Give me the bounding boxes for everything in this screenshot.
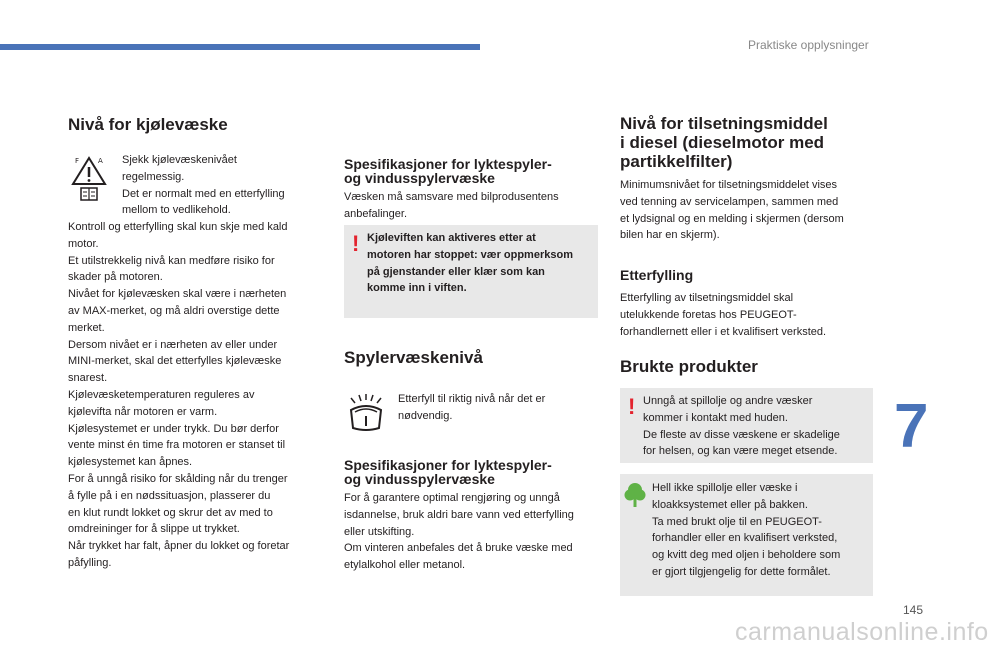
chapter-number: 7 — [894, 392, 929, 461]
washer-spec-text-2: For å garantere optimal rengjøring og unngå isdannelse, bruk aldri bare vann ved etterfylling eller utskifting. Om vinteren anbefales det å bruke væske med etylalkohol eller metanol. — [344, 492, 574, 572]
diesel-additive-intro: Minimumsnivået for tilsetningsmiddelet vises ved tenning av servicelampen, sammen med et lydsignal og en melding i skjermen (dersom bilen har en skjerm). — [620, 179, 844, 242]
diesel-additive-title: Nivå for tilsetningsmiddel i diesel (dieselmotor med partikkelfilter) — [620, 114, 828, 171]
used-products-warning-text: Unngå at spillolje og andre væsker kommer i kontakt med huden. De fleste av disse væskene er skadelige for helsen, og kan være meget etsende. — [643, 395, 840, 458]
coolant-section — [68, 115, 318, 134]
washer-spec-title-2: Spesifikasjoner for lyktespyler- og vindusspylervæske — [344, 457, 552, 487]
washer-spec-text-1: Væsken må samsvare med bilprodusentens anbefalinger. — [344, 191, 559, 220]
coolant-paragraph-1: Kontroll og etterfylling skal kun skje med kald motor. Et utilstrekkelig nivå kan medføre risiko for skader på motoren. Nivået for kjølevæsken skal være i nærheten av MAX-merket, og må aldri overstige dette merket. Dersom nivået er i nærheten av eller under MINI-merket, skal det etterfylles kjølevæske snarest. — [68, 221, 288, 385]
washer-level-title: Spylervæskenivå — [344, 348, 483, 367]
used-products-title: Brukte produkter — [620, 357, 758, 376]
washer-icon-text: Etterfyll til riktig nivå når det er nødvendig. — [398, 393, 546, 422]
environment-note-box — [620, 474, 873, 596]
coolant-paragraph-2: Kjølevæsketemperaturen reguleres av kjølevifta når motoren er varm. Kjølesystemet er under trykk. Du bør derfor vente minst én time fra motoren er stanset til kjølesystemet kan åpnes. For å unngå risiko for skålding når du trenger å fylle på i en nødssituasjon, plasserer du en klut rundt lokket og skrur det av med to omdreininger for å slippe ut trykket. Når trykket har falt, åpner du lokket og foretar påfylling. — [68, 389, 290, 569]
washer-fluid-icon — [345, 392, 387, 434]
coolant-title: Nivå for kjølevæske — [68, 115, 228, 134]
section-title: Praktiske opplysninger — [748, 38, 869, 52]
warning-exclamation-icon: ! — [628, 394, 636, 419]
coolant-icon-text: Sjekk kjølevæskenivået regelmessig. Det er normalt med en etterfylling mellom to vedlikehold. — [122, 154, 285, 217]
watermark: carmanualsonline.info — [735, 618, 989, 646]
svg-text:A: A — [98, 157, 103, 165]
refill-title: Etterfylling — [620, 267, 694, 283]
warning-exclamation-icon: ! — [352, 231, 360, 256]
refill-text: Etterfylling av tilsetningsmiddel skal utelukkende foretas hos PEUGEOT- forhandlernett eller i et kvalifisert verksted. — [620, 292, 827, 338]
svg-text:F: F — [75, 157, 80, 165]
fan-warning-text: Kjøleviften kan aktiveres etter at motoren har stoppet: vær oppmerksom på gjenstander eller klær som kan komme inn i viften. — [367, 232, 573, 295]
header-accent-bar — [0, 44, 480, 50]
page-number: 145 — [903, 603, 924, 617]
used-products-warning-box — [620, 388, 873, 463]
washer-spec-title-1: Spesifikasjoner for lyktespyler- og vindusspylervæske — [344, 156, 552, 186]
fan-warning-box — [344, 225, 598, 318]
coolant-warning-icon — [70, 154, 110, 206]
environment-note-text: Hell ikke spillolje eller væske i kloakksystemet eller på bakken. Ta med brukt olje til en PEUGEOT- forhandler eller en kvalifisert verksted, og kvitt deg med oljen i beholdere som er gjort tilgjengelig for dette formålet. — [652, 482, 841, 578]
tree-icon — [624, 482, 646, 513]
